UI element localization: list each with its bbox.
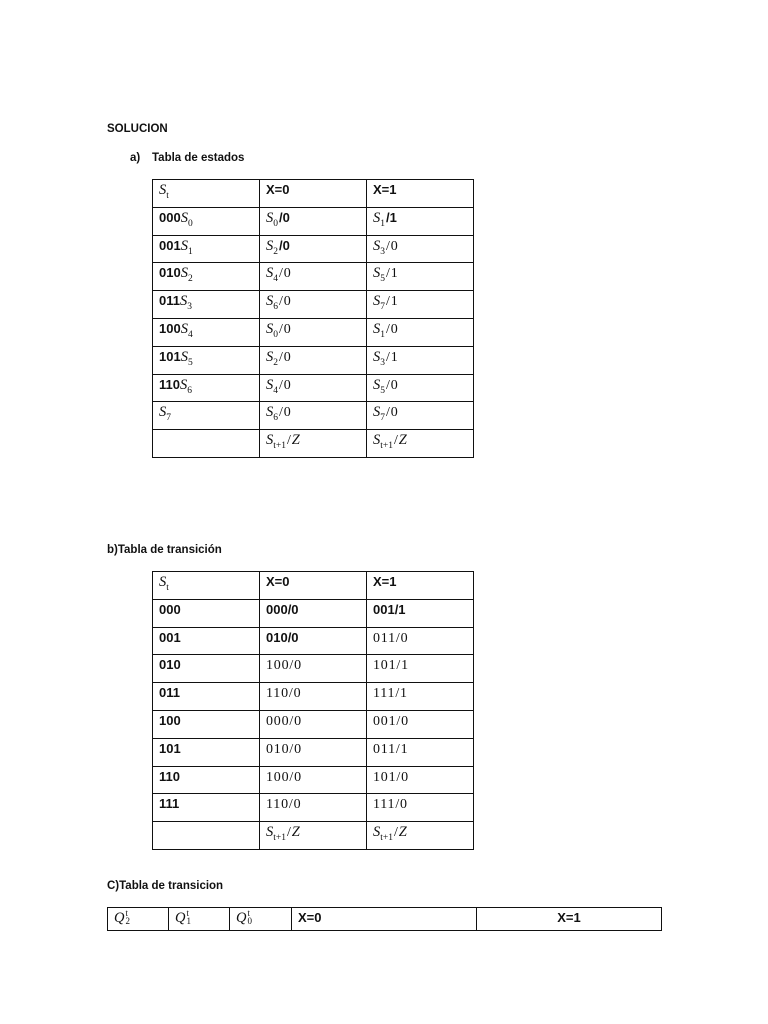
section-title-transition-c: C)Tabla de transicion [107, 880, 224, 892]
table-cell [367, 374, 474, 402]
table-header-row [108, 908, 662, 931]
table-header-cell [292, 908, 477, 931]
cell-text: X=0 [266, 574, 290, 589]
cell-text: / [394, 825, 399, 841]
variable-symbol: S [373, 237, 381, 254]
variable-symbol: S [159, 574, 167, 590]
cell-text: 111/1 [373, 686, 408, 702]
cell-text: 101 [159, 348, 181, 364]
table-header-cell [153, 180, 260, 208]
variable-symbol: Z [398, 432, 407, 449]
subscript: 4 [187, 329, 193, 340]
table-cell [260, 291, 367, 319]
cell-text: 000/0 [266, 601, 299, 617]
table-row [153, 291, 474, 319]
table-cell [260, 346, 367, 374]
variable-symbol: Z [291, 824, 300, 841]
table-cell [153, 822, 260, 850]
table-cell [153, 599, 260, 627]
subscript: 1 [380, 218, 385, 229]
page-heading: SOLUCION [107, 123, 168, 135]
table-cell [153, 738, 260, 766]
table-cell [260, 318, 367, 346]
sub-superscript [247, 909, 252, 925]
table-header-cell [260, 180, 367, 208]
variable-symbol: S [266, 824, 274, 841]
table-header-cell [367, 572, 474, 600]
table-row [153, 207, 474, 235]
table-cell [260, 402, 367, 430]
table-cell [367, 822, 474, 850]
cell-text: /1 [386, 266, 399, 282]
subscript: t+1 [380, 833, 393, 844]
cell-text: / [287, 825, 292, 841]
table-cell [153, 263, 260, 291]
cell-text: /1 [386, 349, 399, 365]
table-cell [367, 263, 474, 291]
section-title-states: Tabla de estados [152, 152, 245, 164]
table-cell [260, 710, 367, 738]
sub-superscript [186, 909, 191, 925]
subscript: 4 [273, 274, 278, 285]
table-row [153, 599, 474, 627]
subscript: 5 [380, 274, 385, 285]
cell-text: /0 [386, 377, 399, 393]
table-cell [153, 655, 260, 683]
table-row [153, 263, 474, 291]
variable-symbol: S [373, 432, 381, 449]
table-cell [367, 627, 474, 655]
cell-text: 011/1 [373, 741, 409, 757]
variable-symbol: Z [398, 824, 407, 841]
subscript: 7 [380, 302, 385, 313]
cell-text: 001 [159, 237, 181, 253]
table-cell [260, 374, 367, 402]
cell-text: 001/1 [373, 601, 406, 617]
transition-table-c [107, 907, 662, 931]
subscript: 2 [187, 274, 193, 285]
table-header-row [153, 572, 474, 600]
variable-symbol: S [373, 293, 381, 310]
cell-text: 111/0 [373, 797, 408, 813]
cell-text: 011/0 [373, 630, 409, 646]
variable-symbol: S [266, 293, 274, 310]
table-cell [153, 318, 260, 346]
table-cell [367, 318, 474, 346]
cell-text: 101 [159, 740, 181, 756]
variable-symbol: S [373, 824, 381, 841]
table-cell [367, 346, 474, 374]
subscript: t+1 [273, 833, 286, 844]
subscript: t [166, 191, 169, 201]
table-cell [153, 235, 260, 263]
cell-text: 101/0 [373, 769, 409, 785]
cell-text: /0 [279, 405, 292, 421]
subscript: 0 [273, 218, 278, 229]
table-cell [260, 683, 367, 711]
table-header-cell [169, 908, 230, 931]
cell-text: /0 [386, 321, 399, 337]
table-cell [260, 738, 367, 766]
cell-text: 100 [159, 712, 181, 728]
subscript: 1 [187, 246, 193, 257]
table-row [153, 710, 474, 738]
table-cell [260, 599, 367, 627]
variable-symbol: S [373, 348, 381, 365]
table-cell [260, 794, 367, 822]
variable-symbol: S [266, 376, 274, 393]
cell-text: 010/0 [266, 629, 299, 645]
variable-symbol: Q [175, 910, 186, 927]
table-cell [153, 402, 260, 430]
cell-text: 111 [159, 796, 180, 812]
subscript: 0 [273, 329, 278, 340]
subscript: 2 [125, 916, 130, 926]
table-cell [367, 766, 474, 794]
variable-symbol: S [266, 237, 274, 254]
table-cell [367, 291, 474, 319]
cell-text: /0 [386, 238, 399, 254]
section-marker: a) [130, 152, 141, 164]
variable-symbol: Q [236, 910, 247, 927]
table-header-cell [367, 180, 474, 208]
variable-symbol: S [373, 404, 381, 421]
sub-superscript [125, 909, 130, 925]
variable-symbol: S [179, 376, 188, 393]
table-cell [153, 627, 260, 655]
cell-text: 100 [159, 320, 181, 336]
variable-symbol: S [266, 209, 274, 226]
subscript: 0 [247, 916, 252, 926]
variable-symbol: S [159, 404, 167, 421]
variable-symbol: S [266, 320, 274, 337]
cell-text: X=1 [373, 182, 397, 197]
table-cell [260, 207, 367, 235]
cell-text: 110/0 [266, 797, 302, 813]
table-row [153, 235, 474, 263]
subscript: t+1 [380, 441, 393, 452]
table-cell [153, 374, 260, 402]
cell-text: 010 [159, 265, 181, 281]
cell-text: /0 [279, 294, 292, 310]
cell-text: 011 [159, 293, 180, 309]
subscript: 4 [273, 385, 278, 396]
table-cell [367, 235, 474, 263]
table-row [153, 738, 474, 766]
table-header-row [153, 180, 474, 208]
table-cell [153, 207, 260, 235]
cell-text: 011 [159, 685, 180, 701]
table-cell [260, 263, 367, 291]
subscript: 6 [273, 302, 278, 313]
subscript: 3 [187, 302, 192, 313]
subscript: 6 [187, 385, 192, 396]
cell-text: 100/0 [266, 769, 302, 785]
table-cell [153, 291, 260, 319]
superscript: t [247, 908, 250, 918]
table-row [153, 766, 474, 794]
cell-text: /0 [279, 209, 290, 225]
table-cell [367, 402, 474, 430]
table-cell [367, 430, 474, 458]
variable-symbol: S [373, 209, 381, 226]
subscript: 1 [380, 329, 385, 340]
table-row [153, 402, 474, 430]
table-cell [153, 794, 260, 822]
cell-text: 101/1 [373, 658, 409, 674]
cell-text: X=0 [298, 910, 322, 925]
cell-text: 110 [159, 376, 180, 392]
table-cell [367, 599, 474, 627]
superscript: t [186, 908, 189, 918]
cell-text: / [287, 433, 292, 449]
cell-text: 000 [159, 601, 181, 617]
table-cell [260, 627, 367, 655]
cell-text: X=0 [266, 182, 290, 197]
cell-text: /0 [279, 377, 292, 393]
superscript: t [125, 908, 128, 918]
variable-symbol: S [373, 320, 381, 337]
cell-text: 001 [159, 629, 181, 645]
table-cell [367, 655, 474, 683]
table-cell [367, 794, 474, 822]
subscript: 2 [273, 246, 278, 257]
cell-text: 110/0 [266, 686, 302, 702]
cell-text: 010 [159, 657, 181, 673]
subscript: 5 [380, 385, 385, 396]
cell-text: /1 [386, 294, 399, 310]
table-row [153, 374, 474, 402]
subscript: 7 [166, 413, 171, 424]
table-row [153, 655, 474, 683]
variable-symbol: S [179, 293, 188, 310]
subscript: 6 [273, 413, 278, 424]
table-header-cell [260, 572, 367, 600]
table-cell [153, 683, 260, 711]
cell-text: 000 [159, 209, 181, 225]
table-cell [153, 710, 260, 738]
variable-symbol: S [266, 265, 274, 282]
cell-text: 000/0 [266, 713, 302, 729]
variable-symbol: S [180, 320, 188, 337]
table-cell [153, 766, 260, 794]
variable-symbol: S [373, 265, 381, 282]
cell-text: /0 [279, 321, 292, 337]
table-header-cell [108, 908, 169, 931]
variable-symbol: S [159, 182, 167, 198]
variable-symbol: S [180, 348, 188, 365]
table-header-cell [230, 908, 292, 931]
subscript: 3 [380, 357, 385, 368]
table-cell [153, 430, 260, 458]
table-row [153, 346, 474, 374]
table-cell [367, 738, 474, 766]
table-row [153, 822, 474, 850]
cell-text: /0 [279, 237, 290, 253]
cell-text: 001/0 [373, 713, 409, 729]
table-header-cell [477, 908, 662, 931]
cell-text: /0 [386, 405, 399, 421]
table-row [153, 794, 474, 822]
variable-symbol: S [180, 209, 188, 226]
cell-text: /0 [279, 266, 292, 282]
table-row [153, 683, 474, 711]
variable-symbol: Q [114, 910, 125, 927]
table-header-cell [153, 572, 260, 600]
cell-text: /0 [279, 349, 292, 365]
variable-symbol: S [180, 265, 188, 282]
table-cell [367, 207, 474, 235]
table-cell [260, 822, 367, 850]
table-row [153, 318, 474, 346]
table-cell [153, 346, 260, 374]
table-cell [367, 710, 474, 738]
section-title-transition: b)Tabla de transición [107, 544, 222, 556]
table-cell [367, 683, 474, 711]
cell-text: X=1 [557, 910, 581, 925]
subscript: 2 [273, 357, 278, 368]
cell-text: 010/0 [266, 741, 302, 757]
variable-symbol: S [266, 432, 274, 449]
cell-text: / [394, 433, 399, 449]
cell-text: X=1 [373, 574, 397, 589]
variable-symbol: S [180, 237, 188, 254]
cell-text: 100/0 [266, 658, 302, 674]
table-cell [260, 235, 367, 263]
table-row [153, 627, 474, 655]
table-cell [260, 766, 367, 794]
transition-table [152, 571, 474, 850]
cell-text: /1 [386, 209, 397, 225]
table-cell [260, 430, 367, 458]
table-cell [260, 655, 367, 683]
variable-symbol: S [266, 404, 274, 421]
subscript: 7 [380, 413, 385, 424]
subscript: t+1 [273, 441, 286, 452]
state-table [152, 179, 474, 458]
subscript: 0 [187, 218, 193, 229]
variable-symbol: S [266, 348, 274, 365]
subscript: 1 [186, 916, 191, 926]
table-row [153, 430, 474, 458]
subscript: 5 [187, 357, 193, 368]
subscript: t [166, 583, 169, 593]
subscript: 3 [380, 246, 385, 257]
variable-symbol: S [373, 376, 381, 393]
variable-symbol: Z [291, 432, 300, 449]
cell-text: 110 [159, 768, 180, 784]
